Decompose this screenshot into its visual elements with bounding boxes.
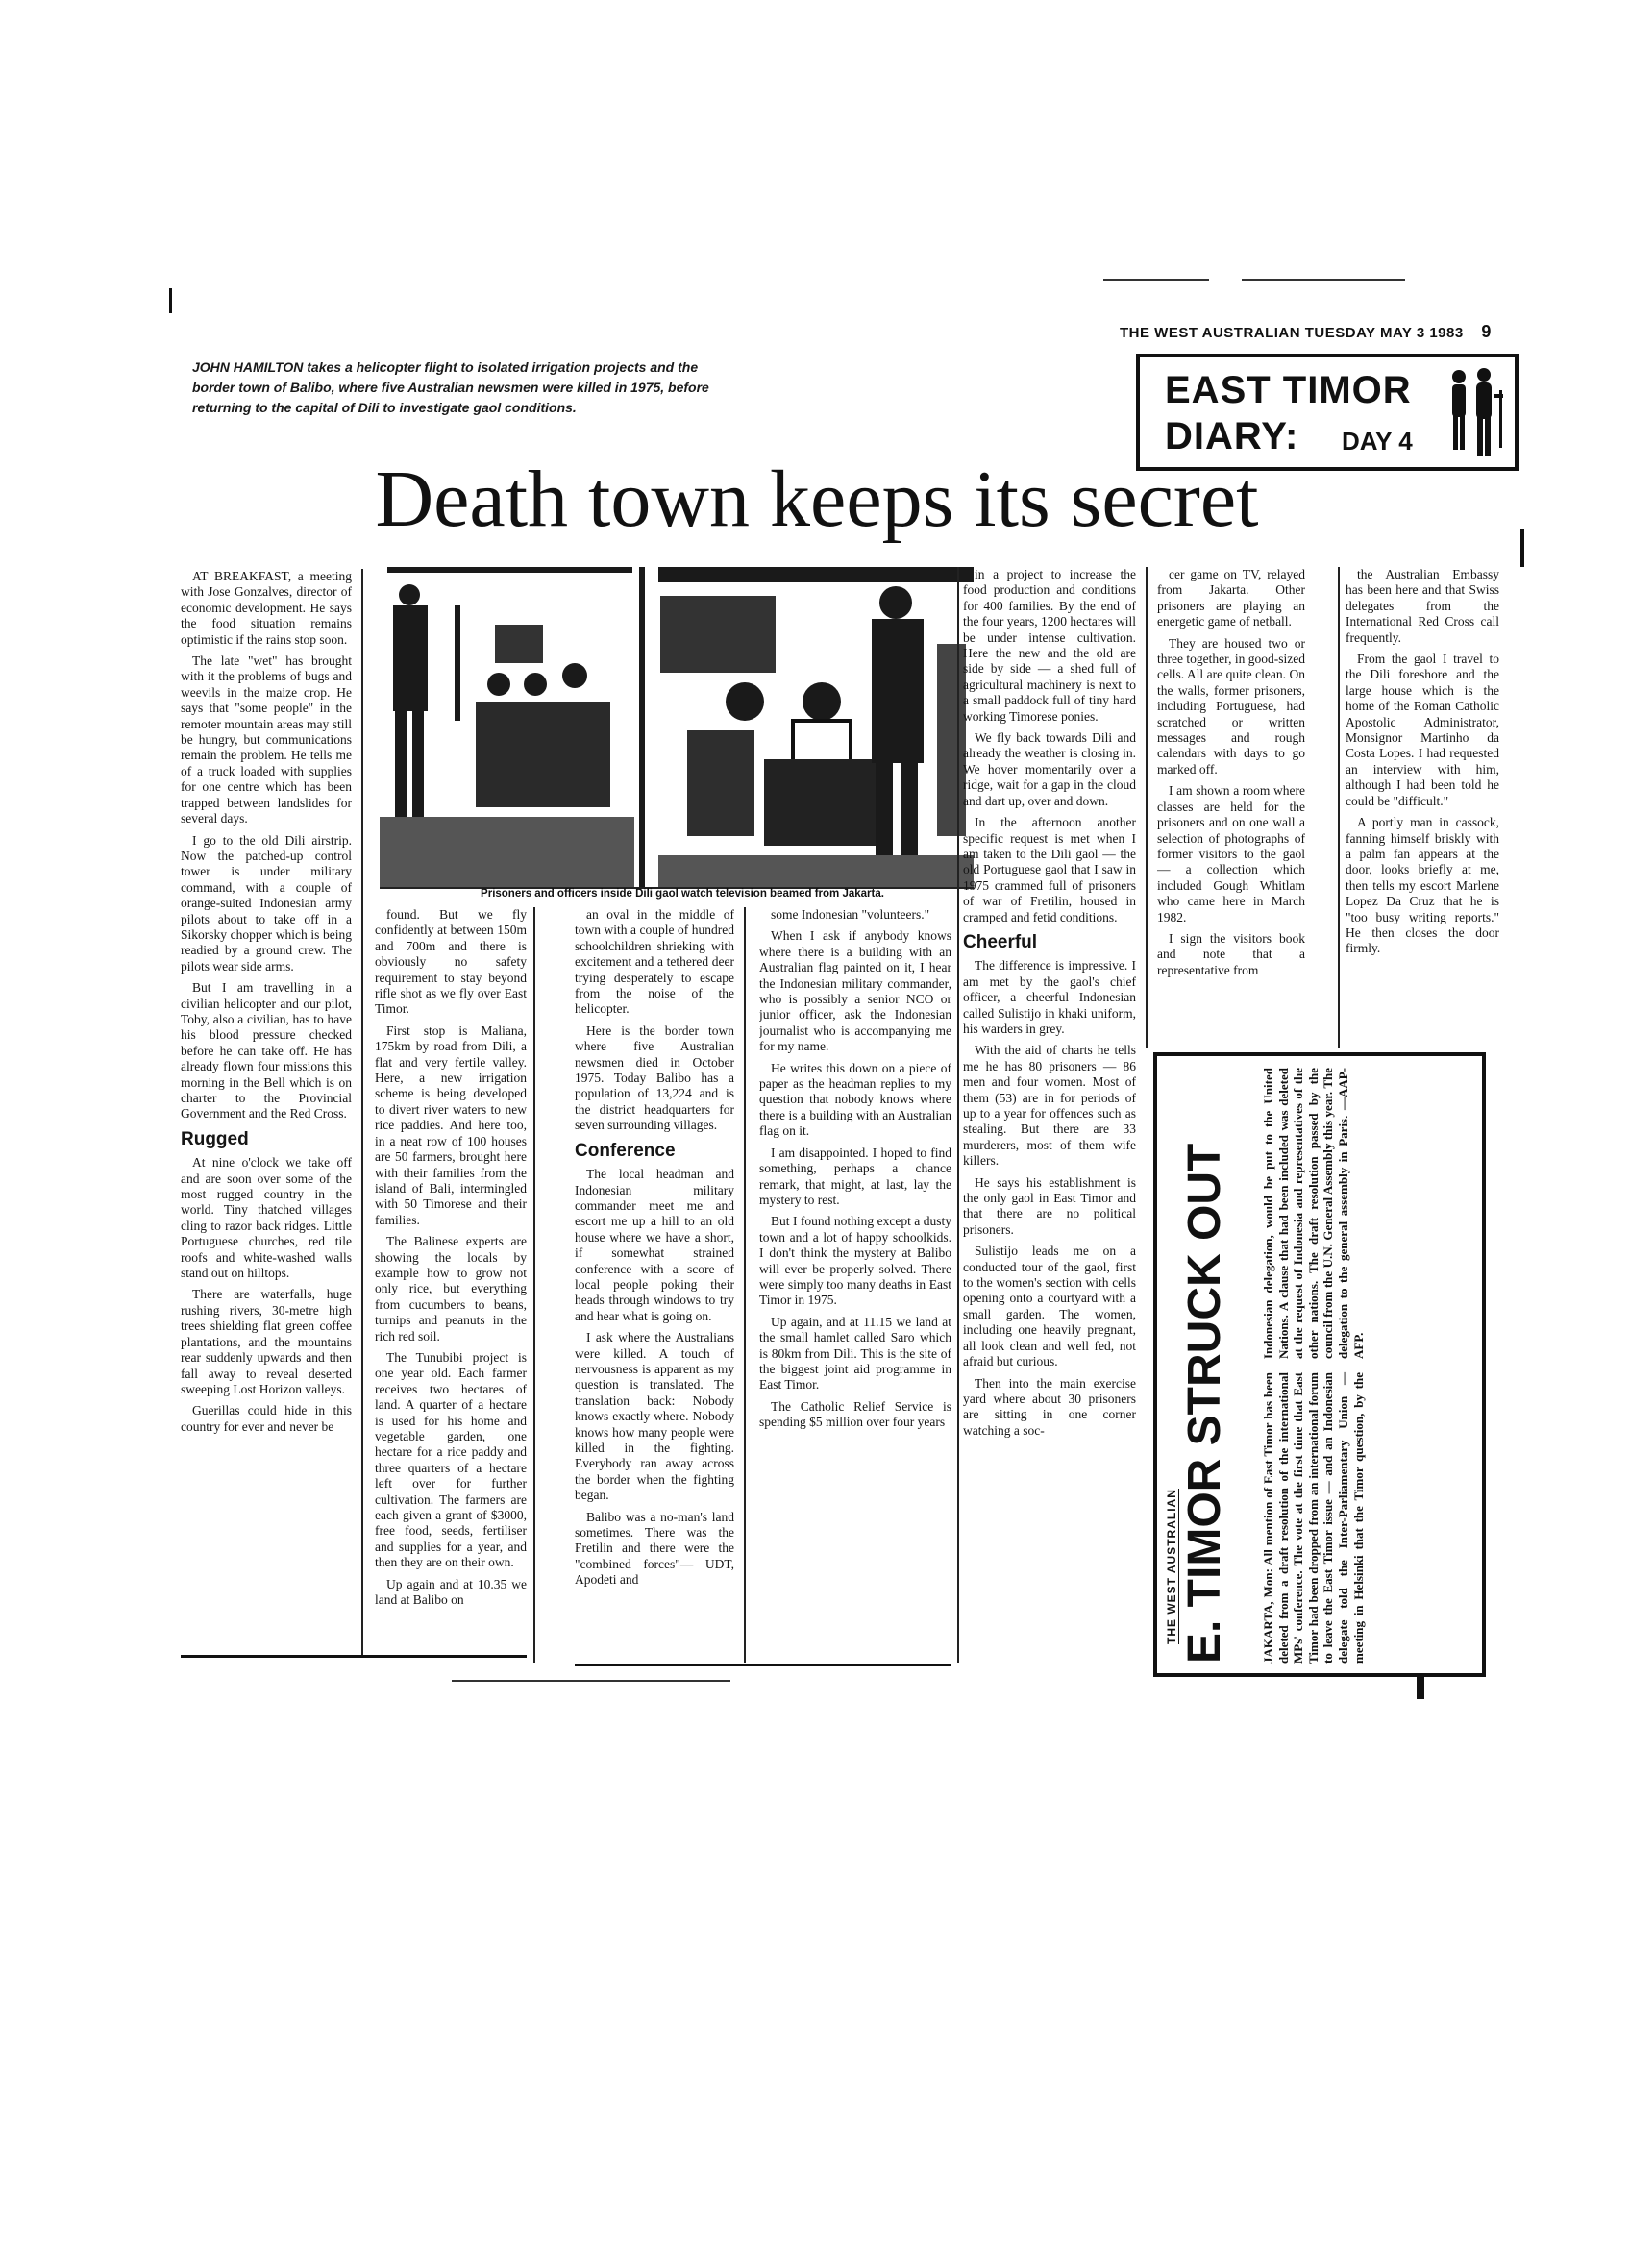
timor-struck-out-clipping: [1153, 1052, 1486, 1677]
column-rule: [957, 567, 959, 1663]
article-paragraph: Sulistijo leads me on a conducted tour of the gaol, first to the women's section with cells opening onto a courtyard with a small garden. The women, including one heavily pregnant, all look clean and well fed, not afraid but curious.: [963, 1244, 1136, 1369]
article-paragraph: Balibo was a no-man's land sometimes. There was the Fretilin and there were the "combined forces"— UDT, Apodeti and: [575, 1509, 734, 1588]
scan-mark: [1417, 1676, 1424, 1699]
article-paragraph: First stop is Maliana, 175km by road from Dili, a flat and very fertile valley. Here, a new irrigation scheme is being developed to divert river waters to new rice paddies. And here too, in a neat row of 100 houses are 50 farmers, brought here with their families from the island of Bali, intermingled with 50 Timorese and their families.: [375, 1023, 527, 1227]
photo-caption: Prisoners and officers inside Dili gaol watch television beamed from Jakarta.: [481, 888, 884, 900]
article-paragraph: Then into the main exercise yard where about 30 prisoners are sitting in one corner watching a soc-: [963, 1375, 1136, 1438]
article-paragraph: cer game on TV, relayed from Jakarta. Other prisoners are playing an energetic game of netball.: [1157, 567, 1305, 629]
article-paragraph: the Australian Embassy has been here and that Swiss delegates from the International Red Cross call frequently.: [1346, 567, 1499, 645]
gaol-photo: [380, 567, 974, 889]
article-paragraph: The Tunubibi project is one year old. Each farmer receives two hectares of land. A quarter of a hectare is used for his home and vegetable garden, one hectare for a rice paddy and three quarters of a hectare left over for further cultivation. The farmers are each given a grant of $3000, free food, seeds, fertiliser and supplies for a year, and then they are on their own.: [375, 1349, 527, 1570]
column-rule: [1338, 567, 1340, 1048]
article-paragraph: The local headman and Indonesian military commander meet me and escort me up a hill to an old house where we have a short, if somewhat strained conference with a score of local people poking their heads through windows to try and hear what is going on.: [575, 1167, 734, 1323]
clipping-stamp: THE WEST AUSTRALIAN: [1165, 1489, 1178, 1644]
rotated-clipping-content: [1161, 1064, 1478, 1669]
page-number: 9: [1481, 322, 1492, 341]
scan-dash: [575, 1664, 951, 1666]
article-paragraph: I am disappointed. I hoped to find something, perhaps a chance remark, that might, at last, lay the mystery to rest.: [759, 1145, 951, 1207]
clipping-body: JAKARTA, Mon: All mention of East Timor has been deleted from a draft resolution of the international MPs' conference. The vote at the first time that East Timor had been dropped from an international forum to leave the East Timor issue — and an Indonesian delegate told the Inter-Parliamentary Union — meeting in Helsinki that the Timor question, by the Indonesian delegation, would be put to the United Nations. A clause that had been included was deleted at the request of Indonesia and representatives of the other nations. The draft resolution passed by the council from the U.N. General Assembly this year. The delegation to the general assembly in Paris. —AAP-AFP.: [1261, 1068, 1366, 1664]
article-column-5: [963, 567, 1136, 1663]
article-paragraph: I go to the old Dili airstrip. Now the patched-up control tower is under military command, with a couple of orange-suited Indonesian army pilots about to take off in a Sikorsky chopper which is being readied by a ground crew. The pilots wear side arms.: [181, 832, 352, 974]
article-paragraph: With the aid of charts he tells me he has 80 prisoners — 86 men and four women. Most of them (53) are in for periods of up to a year for offences such as stealing. But there are 33 murderers, most of them wife killers.: [963, 1043, 1136, 1169]
article-paragraph: Up again, and at 11.15 we land at the small hamlet called Saro which is 80km from Dili. This is the site of the biggest joint aid programme in East Timor.: [759, 1314, 951, 1393]
scan-dash: [181, 1655, 527, 1658]
article-column-6: [1157, 567, 1305, 1046]
article-column-7: [1346, 567, 1499, 1046]
clipping-header: [1165, 1068, 1253, 1664]
scan-dash: [1242, 279, 1405, 281]
article-column-2: [375, 907, 527, 1663]
column-rule: [533, 907, 535, 1663]
diary-day-label: DAY 4: [1342, 427, 1413, 456]
article-paragraph: I ask where the Australians were killed. A touch of nervousness is apparent as my question is translated. The translation back: Nobody knows exactly where. Nobody knows how many people were killed in the fighting. Everybody ran away across the border when the fighting began.: [575, 1330, 734, 1503]
article-paragraph: found. But we fly confidently at between 150m and 700m and there is obviously no safety requirement to stay beyond rifle shot as we fly over East Timor.: [375, 907, 527, 1017]
article-column-1: [181, 569, 352, 1653]
article-paragraph: in a project to increase the food production and conditions for 400 families. By the end of the four years, 1200 hectares will be under intense cultivation. Here the new and the old are side by side — a shed full of agricultural machinery is next to a small paddock full of tiny hard working Timorese ponies.: [963, 567, 1136, 724]
article-paragraph: But I found nothing except a dusty town and a lot of happy schoolkids. I don't think the mystery at Balibo will ever be properly solved. There were simply too many deaths in East Timor in 1975.: [759, 1214, 951, 1308]
intro-standfirst: JOHN HAMILTON takes a helicopter flight to isolated irrigation projects and the border town of Balibo, where five Australian newsmen were killed in 1975, before returning to the capital of Dili to investigate gaol conditions.: [192, 359, 709, 415]
clipping-headline: E. TIMOR STRUCK OUT: [1179, 1143, 1230, 1664]
article-paragraph: Guerillas could hide in this country for ever and never be: [181, 1403, 352, 1434]
diary-title-line1: EAST TIMOR: [1165, 369, 1412, 411]
article-paragraph: The late "wet" has brought with it the problems of bugs and weevils in the maize crop. He says that "some people" in the remoter mountain areas may still be hungry, but communications remain the problem. He tells me of a truck loaded with supplies for one centre which has been trapped between landslides for several days.: [181, 653, 352, 826]
article-paragraph: I sign the visitors book and note that a representative from: [1157, 930, 1305, 977]
article-paragraph: When I ask if anybody knows where there is a building with an Australian flag painted on it, I hear the Indonesian military commander, who is possibly a senior NCO or junior officer, ask the Indonesian journalist who is accompanying me for my name.: [759, 928, 951, 1054]
diary-title-line2: DIARY:: [1165, 415, 1299, 457]
article-paragraph: an oval in the middle of town with a couple of hundred schoolchildren shrieking with excitement and a tethered deer trying desperately to escape from the noise of the helicopter.: [575, 907, 734, 1017]
masthead-text: THE WEST AUSTRALIAN TUESDAY MAY 3 1983: [1120, 325, 1464, 341]
figures-illustration-icon: [1445, 365, 1507, 461]
article-paragraph: We fly back towards Dili and already the weather is closing in. We hover momentarily over a ridge, wait for a gap in the cloud and dart up, over and down.: [963, 730, 1136, 808]
article-paragraph: At nine o'clock we take off and are soon over some of the most rugged country in the world. Tiny thatched villages cling to razor back ridges. Little Portuguese churches, red tile roofs and white-washed walls stand out on hilltops.: [181, 1155, 352, 1281]
article-paragraph: In the afternoon another specific request is met when I am taken to the Dili gaol — the old Portuguese gaol that I saw in 1975 crammed full of prisoners of war of Fretilin, housed in cramped and fetid conditions.: [963, 815, 1136, 924]
article-paragraph: He says his establishment is the only gaol in East Timor and that there are no political prisoners.: [963, 1174, 1136, 1237]
article-paragraph: Here is the border town where five Australian newsmen died in October 1975. Today Balibo has a population of 13,224 and is the district headquarters for seven surrounding villages.: [575, 1023, 734, 1133]
article-column-3: [575, 907, 734, 1663]
scan-mark: [1520, 529, 1524, 567]
article-paragraph: The Catholic Relief Service is spending $5 million over four years: [759, 1398, 951, 1430]
article-paragraph: Up again and at 10.35 we land at Balibo on: [375, 1576, 527, 1608]
article-paragraph: I am shown a room where classes are held for the prisoners and on one wall a selection of photographs of former visitors to the gaol — a collection which included Gough Whitlam who came here in March 1982.: [1157, 783, 1305, 924]
article-paragraph: There are waterfalls, huge rushing rivers, 30-metre high trees shielding flat green coffee plantations, and the mountains rear suddenly upwards and then fall away to reveal deserted sweeping Lost Horizon valleys.: [181, 1287, 352, 1396]
subheading: Cheerful: [963, 931, 1038, 952]
article-paragraph: He writes this down on a piece of paper as the headman replies to my question that nobody knows where there is a building with an Australian flag on it.: [759, 1060, 951, 1139]
article-paragraph: The Balinese experts are showing the locals by example how to grow not only rice, but everything from cucumbers to beans, turnips and peanuts in the rich red soil.: [375, 1234, 527, 1344]
subheading: Conference: [575, 1140, 676, 1161]
article-paragraph: The difference is impressive. I am met by the gaol's chief officer, a cheerful Indonesian called Sulistijo in khaki uniform, his warders in grey.: [963, 958, 1136, 1036]
photo-image: [380, 567, 974, 887]
column-rule: [361, 569, 363, 1655]
article-paragraph: A portly man in cassock, fanning himself briskly with a palm fan appears at the door, looks briefly at me, then tells my escort Marlene Lopez Da Cruz that he is "too busy writing reports." He then closes the door firmly.: [1346, 815, 1499, 956]
column-rule: [744, 907, 746, 1663]
scan-dash: [1103, 279, 1209, 281]
article-paragraph: But I am travelling in a civilian helicopter and our pilot, Toby, also a civilian, has to have his blood pressure checked before he can take off. He has already flown four missions this morning in the Bell which is on charter to the Provincial Government and the Red Cross.: [181, 980, 352, 1122]
article-paragraph: They are housed two or three together, in good-sized cells. All are quite clean. On the walls, former prisoners, including Portuguese, had scratched or written messages and rough calendars with days to go marked off.: [1157, 635, 1305, 777]
scan-dash: [452, 1680, 730, 1682]
column-rule: [1146, 567, 1148, 1048]
subheading: Rugged: [181, 1128, 249, 1149]
article-paragraph: From the gaol I travel to the Dili foreshore and the large house which is the home of the Roman Catholic Apostolic Administrator, Monsignor Martinho da Costa Lopes. I had requested an interview with him, although I had been told he could be "difficult.": [1346, 652, 1499, 808]
scan-mark: [169, 288, 172, 313]
article-column-4: [759, 907, 951, 1663]
masthead: [1120, 322, 1523, 345]
article-paragraph: some Indonesian "volunteers.": [771, 907, 930, 922]
article-paragraph: AT BREAKFAST, a meeting with Jose Gonzalves, director of economic development. He says the food situation remains optimistic if the rains stop soon.: [181, 569, 352, 647]
headline: Death town keeps its secret: [375, 455, 1259, 544]
